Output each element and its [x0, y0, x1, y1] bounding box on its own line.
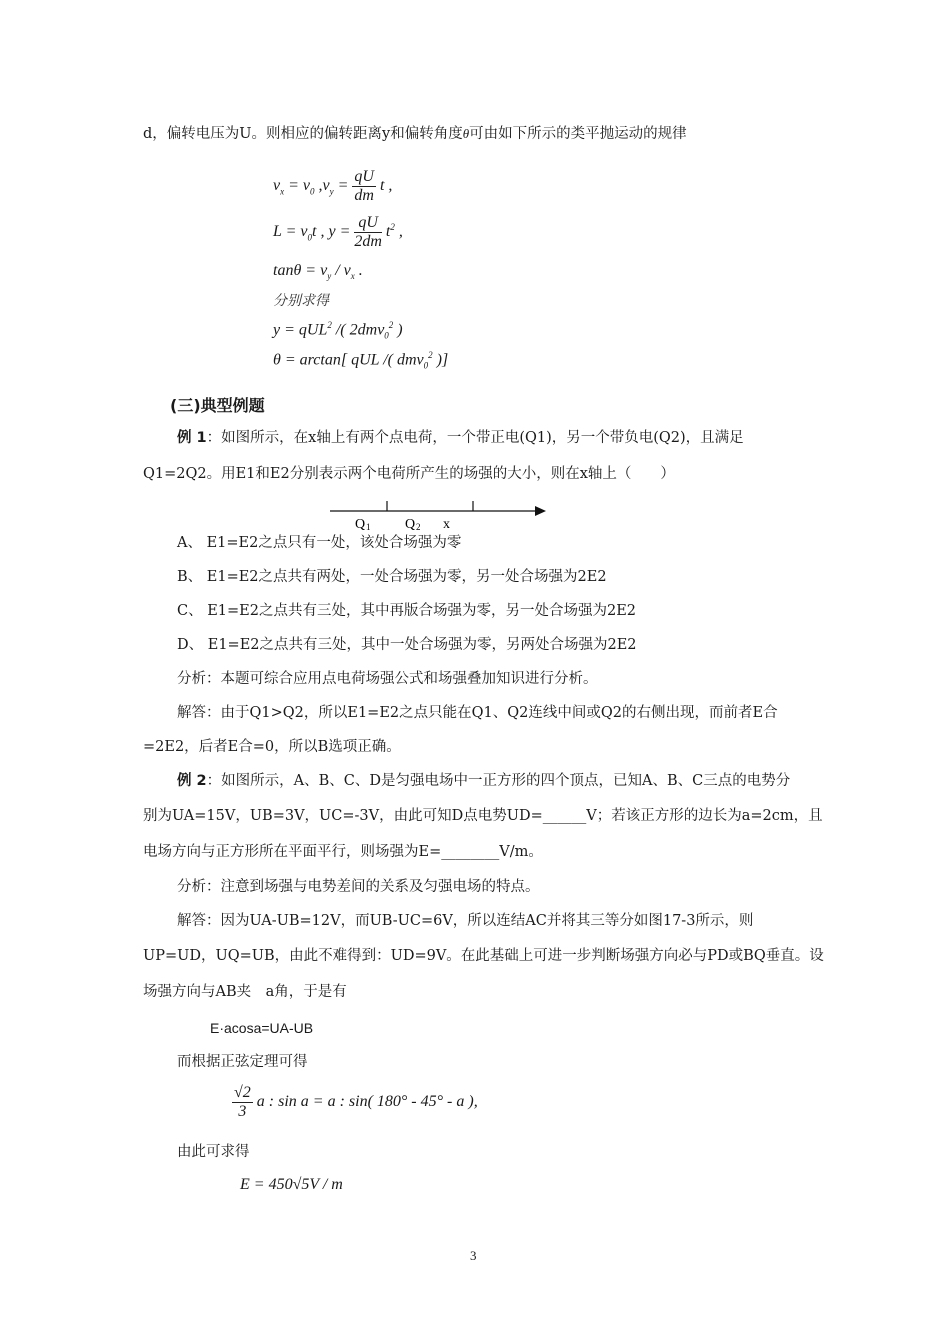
axis-arrow — [535, 506, 546, 516]
formula-velocity: $v_x = v_0$ $,v_y$ = $\frac{qU}{dm}$ t , — [273, 168, 393, 204]
equation-sine-rule: $\frac{√2}{3}$ a : sin a = a : sin( 180° - 45° - a ), — [234, 1084, 478, 1120]
option-d: D、 E1=E2之点共有三处，其中一处合场强为零，另两处合场强为2E2 — [177, 637, 637, 653]
option-a: A、 E1=E2之点只有一处，该处合场强为零 — [177, 535, 462, 551]
example2-analysis: 分析：注意到场强与电势差间的关系及匀强电场的特点。 — [177, 879, 540, 895]
result-intro: 由此可求得 — [177, 1144, 250, 1160]
label-q1: Q — [355, 517, 366, 532]
example1-label: 例 1 — [177, 430, 207, 446]
example1-answer-line2: =2E2，后者E合=0，所以B选项正确。 — [143, 739, 401, 755]
example1-analysis: 分析：本题可综合应用点电荷场强公式和场强叠加知识进行分析。 — [177, 671, 598, 687]
example2-line2: 别为UA=15V，UB=3V，UC=-3V，由此可知D点电势UD=______V；若该正方形的边长为a=2cm，且 — [143, 808, 823, 824]
section-title: (三)典型例题 — [170, 396, 265, 415]
formula-caption: 分别求得 — [273, 293, 329, 309]
label-q1-sub: 1 — [366, 522, 371, 532]
intro-line: d，偏转电压为U。则相应的偏转距离y和偏转角度θ可由如下所示的类平抛运动的规律 — [143, 126, 687, 142]
equation-e-acos: E·acosa=UA-UB — [210, 1020, 314, 1036]
label-x: x — [443, 517, 450, 532]
formula-y: y = qUL$^2$ /( 2dmv$_0^2$ ) — [273, 320, 403, 341]
fraction-sqrt2-3: $\frac{√2}{3}$ — [234, 1084, 251, 1120]
example2-answer-line3: 场强方向与AB夹 a角，于是有 — [143, 984, 347, 1000]
formula-theta: θ = arctan[ qUL /( dmv$_0^2$ )] — [273, 350, 449, 371]
sine-rule-intro: 而根据正弦定理可得 — [177, 1054, 308, 1070]
formula-tan: $\tan\theta = v_y / v_x$ . — [273, 262, 363, 282]
example2-answer-line2: UP=UD，UQ=UB，由此不难得到：UD=9V。在此基础上可进一步判断场强方向必与PD或BQ垂直。设 — [143, 948, 824, 964]
example2-label: 例 2 — [177, 773, 207, 789]
option-c: C、 E1=E2之点共有三处，其中再版合场强为零，另一处合场强为2E2 — [177, 603, 637, 619]
formula-displacement: $L = v_0t$ , y = $\frac{qU}{2dm}$ $t^2$ , — [273, 214, 403, 250]
example2-answer-line1: 解答：因为UA-UB=12V，而UB-UC=6V，所以连结AC并将其三等分如图17-3所示，则 — [177, 913, 754, 929]
label-q2-sub: 2 — [416, 522, 421, 532]
example2-line1: 例 2：如图所示，A、B、C、D是匀强电场中一正方形的四个顶点，已知A、B、C三点的电势分 — [177, 773, 791, 789]
x-axis-diagram — [330, 496, 560, 532]
label-q2: Q — [405, 517, 416, 532]
page-number: 3 — [470, 1248, 477, 1263]
example1-line2: Q1=2Q2。用E1和E2分别表示两个电荷所产生的场强的大小，则在x轴上（ ） — [143, 466, 675, 482]
equation-result: E = 450√5V / m — [240, 1176, 343, 1193]
example1-answer-line1: 解答：由于Q1>Q2，所以E1=E2之点只能在Q1、Q2连线中间或Q2的右侧出现，而前者E合 — [177, 705, 778, 721]
option-b: B、 E1=E2之点共有两处，一处合场强为零，另一处合场强为2E2 — [177, 569, 607, 585]
example2-line3: 电场方向与正方形所在平面平行，则场强为E=________V/m。 — [143, 844, 543, 860]
fraction-qu-2dm: $\frac{qU}{2dm}$ — [354, 214, 382, 250]
example1-line1: 例 1：如图所示，在x轴上有两个点电荷，一个带正电(Q1)，另一个带负电(Q2)，且满足 — [177, 430, 744, 446]
fraction-qu-dm: $\frac{qU}{dm}$ — [354, 168, 374, 204]
